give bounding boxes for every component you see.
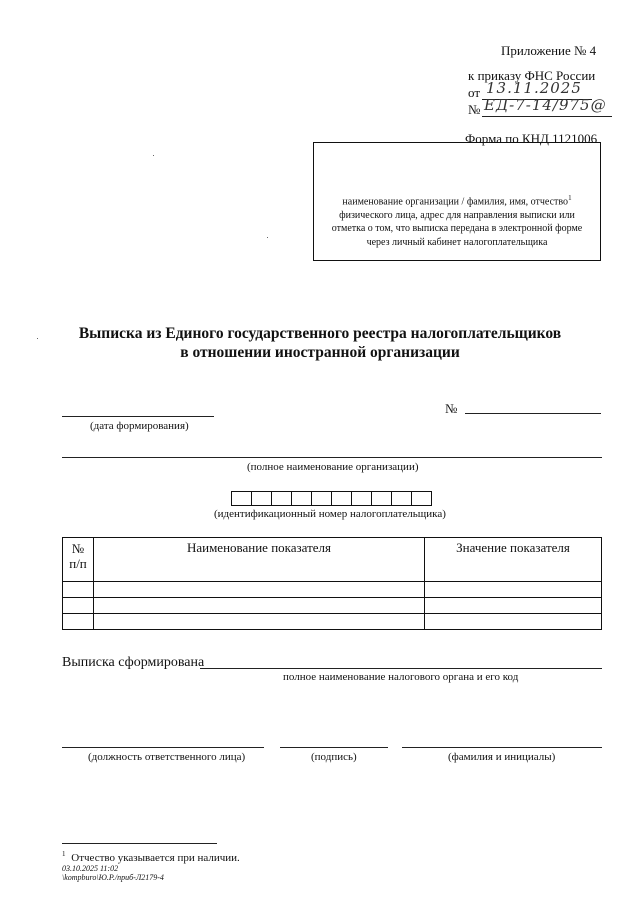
- recipient-box: [313, 142, 601, 261]
- tin-cell: [291, 491, 312, 506]
- formed-label: Выписка сформирована: [62, 655, 205, 670]
- tin-cell: [231, 491, 252, 506]
- order-number-handwritten: ЕД-7-14/975@: [484, 96, 607, 114]
- recipient-line-2: физического лица, адрес для направления выписки или: [339, 209, 575, 221]
- table-header-row: [63, 538, 602, 582]
- order-number-line: [482, 116, 612, 117]
- indicators-table: [62, 537, 602, 630]
- order-reference: к приказу ФНС России: [468, 68, 596, 83]
- col-value-header: Значение показателя: [425, 538, 602, 582]
- order-number-label: №: [468, 102, 481, 117]
- tin-cell: [411, 491, 432, 506]
- position-caption: (должность ответственного лица): [88, 751, 246, 763]
- scan-speck: [37, 338, 38, 339]
- order-date-handwritten: 13.11.2025: [486, 79, 582, 97]
- tin-cell: [311, 491, 332, 506]
- print-stamp-line-1: 03.10.2025 11:02: [62, 864, 119, 873]
- tin-cells: [232, 491, 432, 506]
- scan-speck: [267, 237, 268, 238]
- recipient-line-1: наименование организации / фамилия, имя, отчество: [342, 196, 569, 208]
- date-caption: (дата формирования): [90, 420, 189, 432]
- footnote-mark: 1: [62, 850, 66, 858]
- name-caption: (фамилия и инициалы): [448, 751, 556, 763]
- title-line-1: Выписка из Единого государственного реестра налогоплательщиков: [78, 325, 562, 342]
- org-name-caption: (полное наименование организации): [247, 461, 419, 473]
- document-title: [60, 324, 580, 362]
- order-date-label: от: [468, 85, 481, 100]
- org-name-line: [62, 457, 602, 458]
- col-indicator-header: Наименование показателя: [94, 538, 425, 582]
- tin-cell: [351, 491, 372, 506]
- footnote-text: Отчество указывается при наличии.: [71, 851, 240, 864]
- scan-speck: [153, 155, 154, 156]
- signature-line: [280, 747, 388, 748]
- footnote: [62, 850, 240, 864]
- tin-cell: [331, 491, 352, 506]
- recipient-line-3: отметка о том, что выписка передана в электронной форме: [331, 223, 583, 235]
- print-stamp-line-2: \kompburo\Ю.Р./приб-Л2179-4: [62, 873, 164, 882]
- tin-cell: [251, 491, 272, 506]
- tin-caption: (идентификационный номер налогоплательщика): [214, 508, 446, 520]
- number-field-line: [465, 413, 601, 414]
- col-number-header: № п/п: [63, 538, 94, 582]
- signature-caption: (подпись): [311, 751, 357, 763]
- table-row: [63, 582, 602, 598]
- appendix-label: Приложение № 4: [501, 43, 597, 58]
- table-row: [63, 614, 602, 630]
- number-label: №: [445, 401, 458, 416]
- date-field-line: [62, 416, 214, 417]
- footnote-separator: [62, 843, 217, 844]
- tin-cell: [371, 491, 392, 506]
- formed-caption: полное наименование налогового органа и его код: [283, 671, 519, 683]
- table-row: [63, 598, 602, 614]
- position-line: [62, 747, 264, 748]
- name-line: [402, 747, 602, 748]
- formed-line: [200, 668, 602, 669]
- form-code: Форма по КНД 1121006: [465, 131, 598, 146]
- title-line-2: в отношении иностранной организации: [180, 344, 460, 361]
- footnote-ref: 1: [568, 194, 572, 202]
- tin-cell: [391, 491, 412, 506]
- tin-cell: [271, 491, 292, 506]
- recipient-line-4: через личный кабинет налогоплательщика: [366, 236, 548, 248]
